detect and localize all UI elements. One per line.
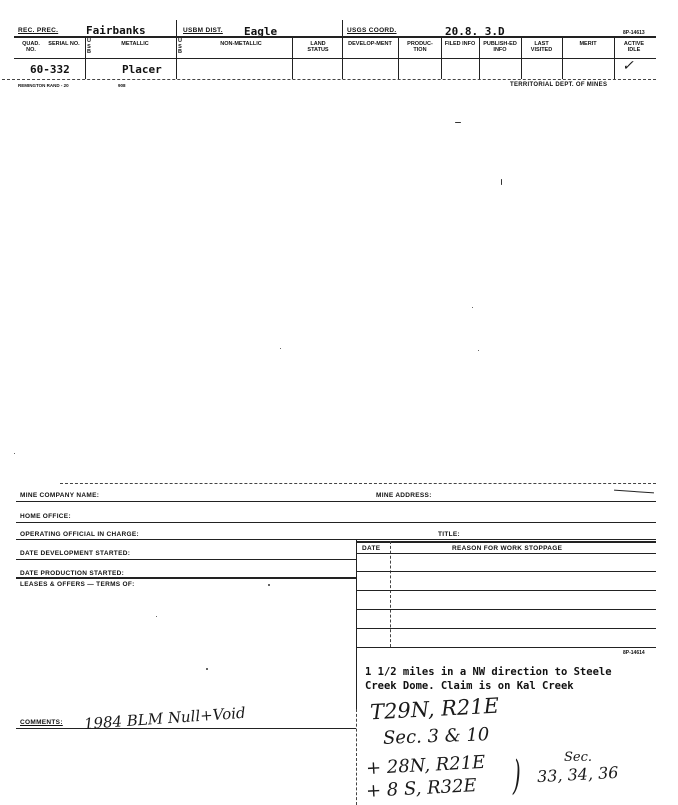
footer-right: TERRITORIAL DEPT. OF MINES bbox=[510, 82, 608, 88]
hand-sec-label: Sec. bbox=[564, 750, 593, 765]
footer-left: REMINGTON RAND - 20 bbox=[18, 83, 69, 88]
rec-prec-label: REC. PREC. bbox=[18, 27, 59, 34]
col-non-metallic: NON-METALLIC bbox=[220, 41, 262, 47]
usgs-coord-label: USGS COORD. bbox=[347, 27, 397, 34]
footer-left-code: 908 bbox=[118, 83, 126, 88]
date-production-label: DATE PRODUCTION STARTED: bbox=[20, 570, 125, 577]
divider bbox=[292, 36, 293, 79]
rule bbox=[356, 553, 656, 554]
comment-handwritten: 1984 BLM Null+Void bbox=[83, 703, 247, 733]
comments-label: COMMENTS: bbox=[20, 719, 63, 726]
form-number-top: 8P-14613 bbox=[623, 30, 645, 36]
divider bbox=[398, 36, 399, 79]
rule bbox=[16, 501, 656, 502]
mine-form bbox=[0, 475, 678, 805]
typed-note-line-2: Creek Dome. Claim is on Kal Creek bbox=[365, 680, 574, 692]
col-serial-no: SERIAL NO. bbox=[48, 41, 80, 47]
speck bbox=[206, 668, 208, 670]
rule bbox=[16, 522, 656, 523]
col-development: DEVELOP-MENT bbox=[348, 41, 392, 47]
speck bbox=[268, 584, 270, 586]
stoppage-date-divider bbox=[390, 541, 391, 647]
col-merit: MERIT bbox=[579, 41, 597, 47]
stoppage-left-border-lower bbox=[356, 709, 357, 805]
col-metallic: METALLIC bbox=[121, 41, 149, 47]
stoppage-rule-top bbox=[356, 541, 656, 543]
hand-line-2: Sec. 3 & 10 bbox=[382, 724, 490, 749]
rule bbox=[356, 647, 656, 648]
divider bbox=[342, 20, 343, 79]
quad-value: 60-332 bbox=[30, 63, 70, 76]
pen-stroke bbox=[614, 490, 654, 494]
header-rule-bottom bbox=[2, 79, 656, 80]
form-number-bottom: 8P-14614 bbox=[623, 650, 645, 656]
col-last-visited: LAST VISITED bbox=[530, 41, 553, 53]
mine-company-name-label: MINE COMPANY NAME: bbox=[20, 492, 100, 499]
rule bbox=[16, 728, 356, 729]
date-development-label: DATE DEVELOPMENT STARTED: bbox=[20, 550, 131, 557]
active-check-mark: ✓ bbox=[622, 58, 634, 74]
col-production: PRODUC-TION bbox=[407, 41, 433, 53]
hand-line-1: T29N, R21E bbox=[369, 693, 500, 725]
header-card bbox=[0, 0, 678, 95]
metallic-value: Placer bbox=[122, 63, 162, 76]
stoppage-date-header: DATE bbox=[362, 545, 381, 552]
scan-specks bbox=[0, 95, 678, 475]
rec-prec-value: Fairbanks bbox=[86, 24, 146, 37]
usbm-dist-label: USBM DIST. bbox=[183, 27, 223, 34]
title-label: TITLE: bbox=[438, 531, 461, 538]
col-usb: U S B bbox=[87, 38, 91, 55]
usgs-coord-value: 20.8. 3.D bbox=[445, 25, 505, 38]
usbm-dist-value: Eagle bbox=[244, 25, 278, 38]
rule bbox=[356, 628, 656, 629]
col-active-idle: ACTIVE IDLE bbox=[623, 41, 645, 53]
hand-sec-numbers: 33, 34, 36 bbox=[536, 762, 619, 787]
rule bbox=[16, 577, 356, 579]
rule bbox=[16, 559, 356, 560]
col-land-status: LAND STATUS bbox=[307, 41, 329, 53]
speck bbox=[156, 616, 157, 617]
stoppage-reason-header: REASON FOR WORK STOPPAGE bbox=[452, 545, 563, 552]
home-office-label: HOME OFFICE: bbox=[20, 513, 71, 520]
col-filed-info: FILED INFO bbox=[444, 41, 476, 47]
divider bbox=[521, 36, 522, 79]
divider bbox=[562, 36, 563, 79]
header-rule-top bbox=[14, 36, 656, 38]
typed-note-line-1: 1 1/2 miles in a NW direction to Steele bbox=[365, 666, 612, 678]
col-published-info: PUBLISH-ED INFO bbox=[483, 41, 517, 53]
operating-official-label: OPERATING OFFICIAL IN CHARGE: bbox=[20, 531, 139, 538]
rule bbox=[356, 571, 656, 572]
rule bbox=[356, 590, 656, 591]
rule bbox=[16, 539, 656, 540]
header-rule-mid bbox=[14, 58, 656, 59]
leases-label: LEASES & OFFERS — TERMS OF: bbox=[20, 581, 135, 588]
hand-bracket: ) bbox=[512, 753, 521, 799]
divider bbox=[614, 36, 615, 79]
form-rule-top bbox=[60, 483, 656, 484]
hand-line-3: + 28N, R21E bbox=[365, 751, 486, 780]
hand-line-4: + 8 S, R32E bbox=[365, 775, 478, 802]
col-usb-2: U S B bbox=[178, 38, 182, 55]
stoppage-left-border bbox=[356, 539, 357, 709]
col-quad-no: QUAD. NO. bbox=[22, 41, 40, 53]
rule bbox=[356, 609, 656, 610]
mine-address-label: MINE ADDRESS: bbox=[376, 492, 432, 499]
divider bbox=[441, 36, 442, 79]
divider bbox=[479, 36, 480, 79]
